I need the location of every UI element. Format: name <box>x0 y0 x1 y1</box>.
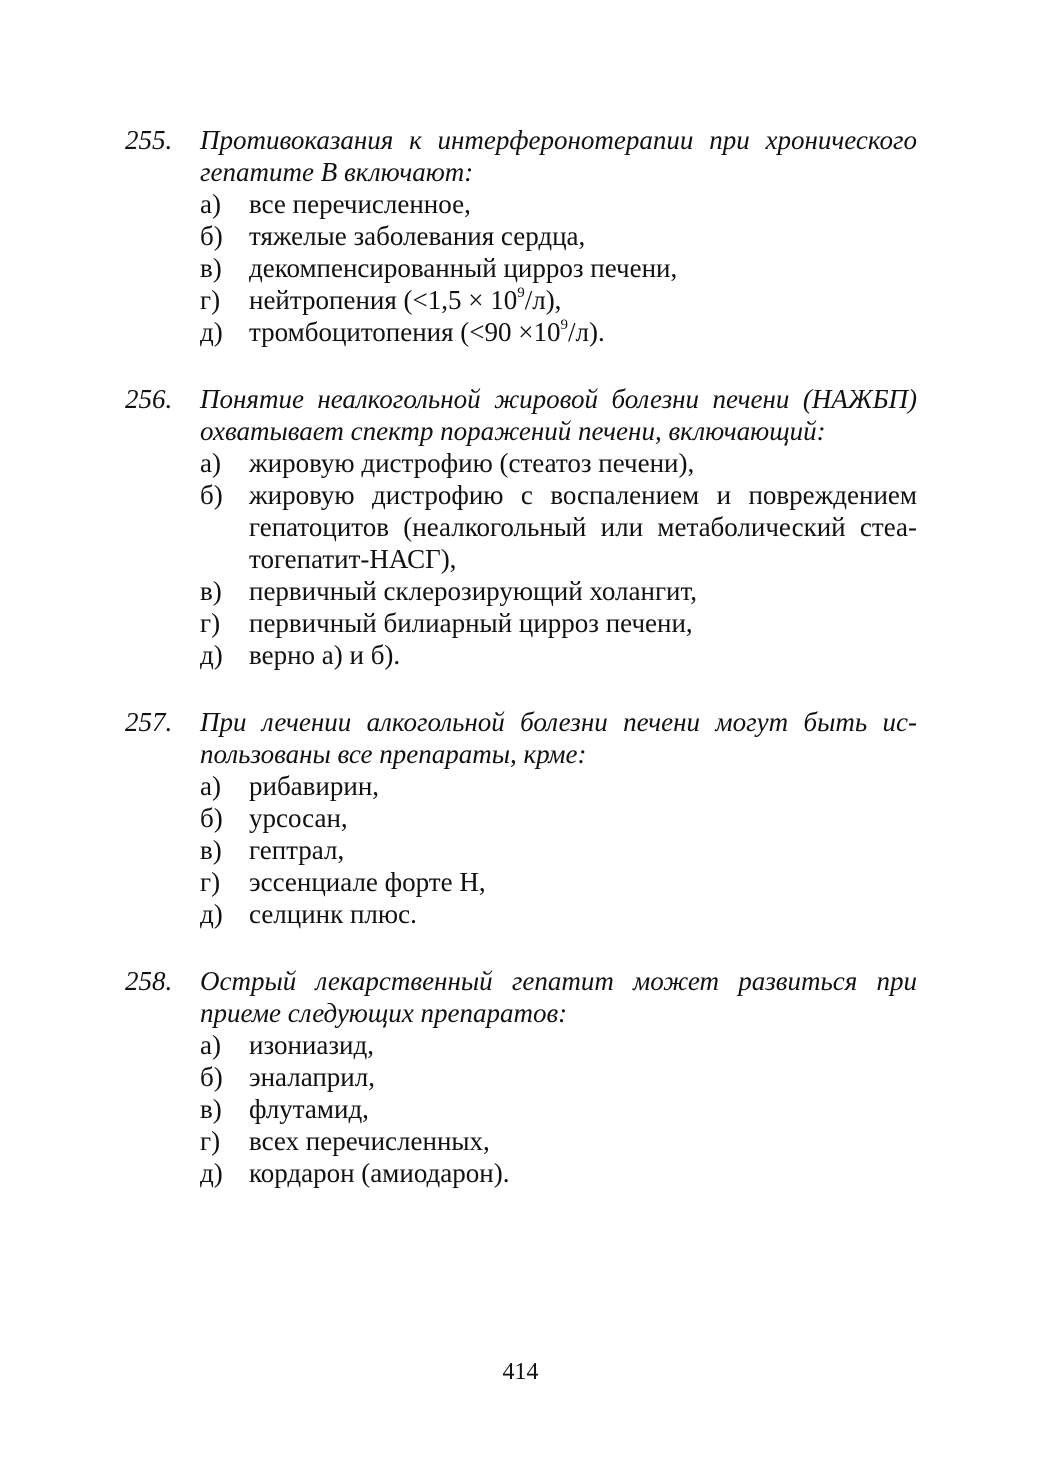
option-letter: а) <box>200 448 221 478</box>
answer-option <box>200 770 917 802</box>
answer-option <box>200 1093 917 1125</box>
option-letter: д) <box>200 1158 223 1188</box>
superscript-exponent: 9 <box>517 285 525 301</box>
question-text: Противоказания к интерферонотерапии при хронического гепатите В включают: <box>200 125 917 187</box>
option-letter: б) <box>200 803 223 833</box>
option-letter: б) <box>200 480 223 510</box>
option-text: первичный билиарный цирроз печени, <box>249 608 693 638</box>
answer-option <box>200 1157 917 1189</box>
option-letter: а) <box>200 189 221 219</box>
question-header <box>125 383 917 447</box>
answer-options <box>200 188 917 348</box>
option-text-unit: /л). <box>567 317 605 347</box>
answer-option <box>200 639 917 671</box>
question-text: Понятие неалкогольной жировой болезни печени (НАЖБП) охватывает спектр поражений печени, включающий: <box>200 384 917 446</box>
answer-option <box>200 479 917 575</box>
option-text: первичный склерозирующий холангит, <box>249 576 697 606</box>
page-number: 414 <box>502 1359 539 1385</box>
answer-option <box>200 834 917 866</box>
option-letter: б) <box>200 1062 223 1092</box>
option-letter: б) <box>200 221 223 251</box>
option-text: селцинк плюс. <box>249 899 417 929</box>
option-letter: д) <box>200 899 223 929</box>
question-header <box>125 124 917 188</box>
option-letter: а) <box>200 771 221 801</box>
superscript-exponent: 9 <box>560 317 568 333</box>
answer-option <box>200 1029 917 1061</box>
option-letter: г) <box>200 285 221 315</box>
option-text: верно а) и б). <box>249 640 401 670</box>
answer-option <box>200 802 917 834</box>
option-text: тяжелые заболевания сердца, <box>249 221 586 251</box>
option-text <box>249 284 917 316</box>
question-number: 255. <box>125 125 173 155</box>
option-text: все перечисленное, <box>249 189 471 219</box>
option-text-main: нейтропения (<1,5 × 10 <box>249 285 518 315</box>
option-text: жировую дистрофию с воспалением и повреждением гепатоцитов (неалкогольный или метаболический стеа-тогепатит-НАСГ), <box>249 480 917 574</box>
answer-option <box>200 866 917 898</box>
option-text: гептрал, <box>249 835 345 865</box>
question-header <box>125 965 917 1029</box>
answer-options <box>200 770 917 930</box>
question-257 <box>125 706 917 930</box>
answer-option <box>200 1061 917 1093</box>
option-letter: а) <box>200 1030 221 1060</box>
option-text: жировую дистрофию (стеатоз печени), <box>249 448 695 478</box>
page-content <box>125 124 917 1224</box>
answer-option <box>200 252 917 284</box>
answer-option <box>200 607 917 639</box>
option-text: эналаприл, <box>249 1062 375 1092</box>
option-text: флутамид, <box>249 1094 369 1124</box>
question-255 <box>125 124 917 348</box>
answer-option <box>200 447 917 479</box>
option-letter: г) <box>200 608 221 638</box>
answer-option <box>200 575 917 607</box>
question-text: Острый лекарственный гепатит может развиться при приеме следующих препаратов: <box>200 966 917 1028</box>
option-text: рибавирин, <box>249 771 380 801</box>
option-text: кордарон (амиодарон). <box>249 1158 510 1188</box>
question-number: 257. <box>125 707 173 737</box>
option-text: урсосан, <box>249 803 348 833</box>
option-text: изониазид, <box>249 1030 374 1060</box>
answer-options <box>200 447 917 671</box>
question-header <box>125 706 917 770</box>
option-letter: в) <box>200 835 222 865</box>
answer-option <box>200 188 917 220</box>
option-letter: г) <box>200 867 221 897</box>
answer-option <box>200 316 917 348</box>
option-letter: д) <box>200 640 223 670</box>
question-number: 258. <box>125 966 173 996</box>
answer-options <box>200 1029 917 1189</box>
option-letter: в) <box>200 576 222 606</box>
answer-option <box>200 1125 917 1157</box>
option-text: декомпенсированный цирроз печени, <box>249 253 678 283</box>
option-text-unit: /л), <box>524 285 562 315</box>
option-text-main: тромбоцитопения (<90 ×10 <box>249 317 561 347</box>
option-letter: д) <box>200 317 223 347</box>
answer-option <box>200 220 917 252</box>
option-text: эссенциале форте Н, <box>249 867 486 897</box>
option-letter: в) <box>200 253 222 283</box>
option-text <box>249 316 917 348</box>
answer-option <box>200 898 917 930</box>
answer-option <box>200 284 917 316</box>
question-258 <box>125 965 917 1189</box>
question-text: При лечении алкогольной болезни печени могут быть ис-пользованы все препараты, крме: <box>200 707 917 769</box>
question-number: 256. <box>125 384 173 414</box>
option-letter: г) <box>200 1126 221 1156</box>
option-letter: в) <box>200 1094 222 1124</box>
question-256 <box>125 383 917 671</box>
option-text: всех перечисленных, <box>249 1126 490 1156</box>
